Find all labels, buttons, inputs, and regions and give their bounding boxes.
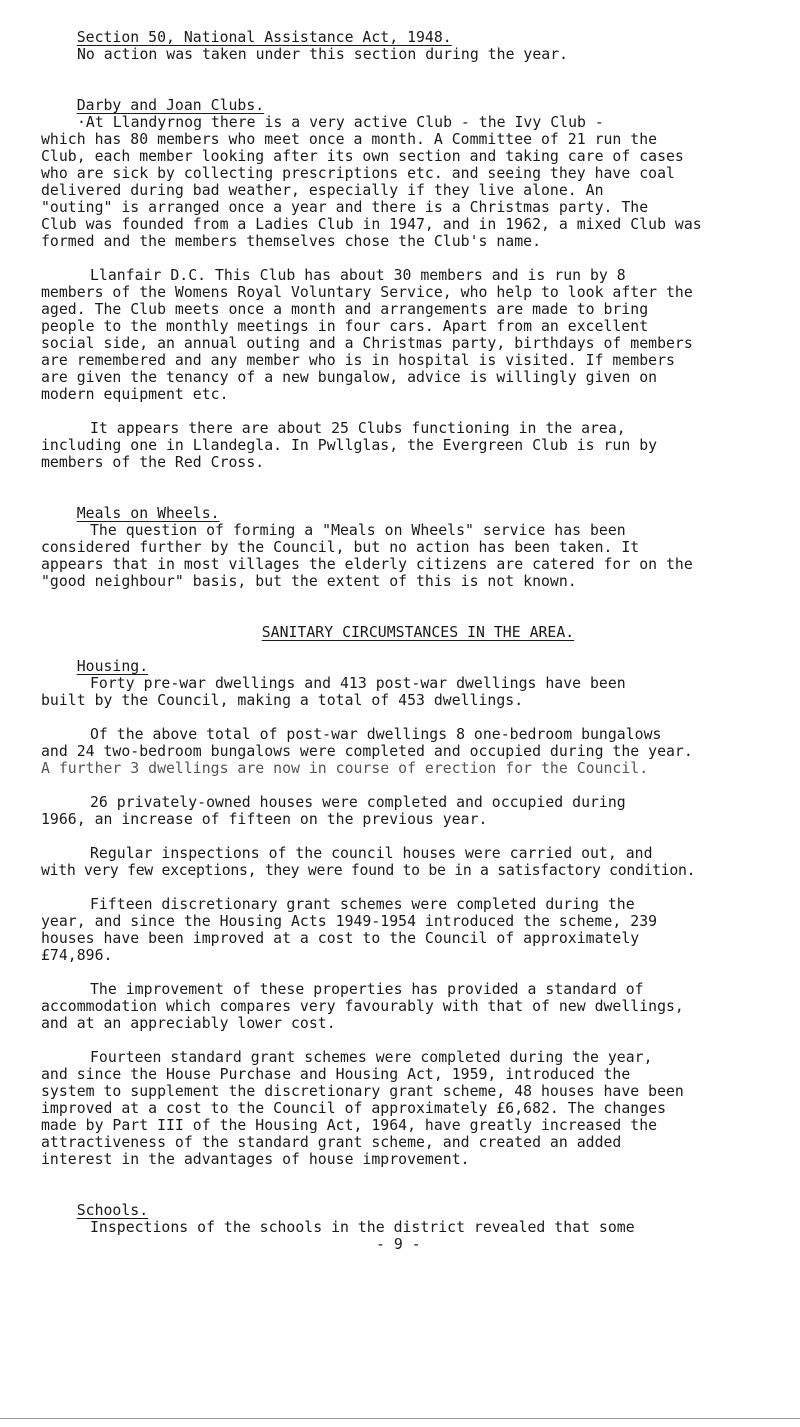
meals-p1-line-2: considered further by the Council, but no action has been taken. It	[41, 539, 640, 556]
housing-p6-line-3: and at an appreciably lower cost.	[41, 1015, 336, 1032]
meals-p1-line-1: The question of forming a "Meals on Wheels" service has been	[90, 522, 626, 539]
section-body: No action was taken under this section during the year.	[77, 46, 569, 63]
darby-joan-p2-line-5: social side, an annual outing and a Christmas party, birthdays of members	[41, 335, 693, 352]
housing-p7-line-2: and since the House Purchase and Housing Act, 1959, introduced the	[41, 1066, 631, 1083]
housing-p7-line-7: interest in the advantages of house improvement.	[41, 1151, 470, 1168]
darby-joan-p1-line-6: "outing" is arranged once a year and there is a Christmas party. The	[41, 199, 649, 216]
darby-joan-p2-line-8: modern equipment etc.	[41, 386, 229, 403]
darby-joan-p2-line-4: people to the monthly meetings in four cars. Apart from an excellent	[41, 318, 649, 335]
darby-joan-p1-line-4: who are sick by collecting prescriptions etc. and seeing they have coal	[41, 165, 675, 182]
section-heading-text: Section 50, National Assistance Act, 1948.	[76, 29, 452, 46]
housing-p1-line-2: built by the Council, making a total of 453 dwellings.	[41, 692, 524, 709]
housing-p7-line-4: improved at a cost to the Council of approximately £6,682. The changes	[41, 1100, 666, 1117]
darby-joan-p1-line-1: ·At Llandyrnog there is a very active Club - the Ivy Club -	[77, 114, 604, 131]
housing-p1-line-1: Forty pre-war dwellings and 413 post-war dwellings have been	[90, 675, 626, 692]
darby-joan-p1-line-5: delivered during bad weather, especially if they live alone. An	[41, 182, 604, 199]
housing-p4-line-1: Regular inspections of the council houses were carried out, and	[90, 845, 653, 862]
housing-p5-line-2: year, and since the Housing Acts 1949-1954 introduced the scheme, 239	[41, 913, 658, 930]
housing-p7-line-1: Fourteen standard grant schemes were completed during the year,	[90, 1049, 653, 1066]
darby-joan-p3-line-1: It appears there are about 25 Clubs functioning in the area,	[90, 420, 626, 437]
darby-joan-p2-line-3: aged. The Club meets once a month and arrangements are made to bring	[41, 301, 649, 318]
meals-p1-line-3: appears that in most villages the elderly citizens are catered for on the	[41, 556, 693, 573]
darby-joan-p2-line-1: Llanfair D.C. This Club has about 30 members and is run by 8	[90, 267, 626, 284]
schools-heading-text: Schools.	[76, 1202, 149, 1219]
sanitary-heading	[226, 607, 574, 658]
darby-joan-p2-line-7: are given the tenancy of a new bungalow, advice is willingly given on	[41, 369, 658, 386]
sanitary-heading-text: SANITARY CIRCUMSTANCES IN THE AREA.	[261, 624, 575, 641]
housing-p5-line-1: Fifteen discretionary grant schemes were completed during the	[90, 896, 635, 913]
darby-joan-p2-line-6: are remembered and any member who is in hospital is visited. If members	[41, 352, 675, 369]
darby-joan-p1-line-3: Club, each member looking after its own section and taking care of cases	[41, 148, 684, 165]
housing-p6-line-2: accommodation which compares very favourably with that of new dwellings,	[41, 998, 684, 1015]
housing-p2-line-2: and 24 two-bedroom bungalows were completed and occupied during the year.	[41, 743, 693, 760]
housing-p3-line-1: 26 privately-owned houses were completed and occupied during	[90, 794, 626, 811]
darby-joan-p3-line-2: including one in Llandegla. In Pwllglas, the Evergreen Club is run by	[41, 437, 658, 454]
darby-joan-p1-line-2: which has 80 members who meet once a month. A Committee of 21 run the	[41, 131, 658, 148]
housing-heading-text: Housing.	[76, 658, 149, 675]
page-number: - 9 -	[376, 1236, 421, 1253]
meals-p1-line-4: "good neighbour" basis, but the extent of this is not known.	[41, 573, 577, 590]
schools-p1-line-1: Inspections of the schools in the district revealed that some	[90, 1219, 635, 1236]
darby-joan-p3-line-3: members of the Red Cross.	[41, 454, 265, 471]
darby-joan-p2-line-2: members of the Womens Royal Voluntary Service, who help to look after the	[41, 284, 693, 301]
housing-p2-line-1: Of the above total of post-war dwellings 8 one-bedroom bungalows	[90, 726, 662, 743]
housing-p5-line-3: houses have been improved at a cost to the Council of approximately	[41, 930, 640, 947]
housing-p7-line-3: system to supplement the discretionary grant scheme, 48 houses have been	[41, 1083, 684, 1100]
housing-p4-line-2: with very few exceptions, they were found to be in a satisfactory condition.	[41, 862, 696, 879]
darby-joan-heading-text: Darby and Joan Clubs.	[76, 97, 265, 114]
scan-edge-rule	[0, 1418, 800, 1419]
housing-p3-line-2: 1966, an increase of fifteen on the previous year.	[41, 811, 488, 828]
meals-heading-text: Meals on Wheels.	[76, 505, 220, 522]
housing-p6-line-1: The improvement of these properties has provided a standard of	[90, 981, 644, 998]
housing-p5-line-4: £74,896.	[41, 947, 113, 964]
darby-joan-p1-line-7: Club was founded from a Ladies Club in 1947, and in 1962, a mixed Club was	[41, 216, 702, 233]
darby-joan-p1-line-8: formed and the members themselves chose the Club's name.	[41, 233, 541, 250]
housing-p2-line-3: A further 3 dwellings are now in course of erection for the Council.	[41, 760, 649, 777]
housing-p7-line-6: attractiveness of the standard grant scheme, and created an added	[41, 1134, 622, 1151]
housing-p7-line-5: made by Part III of the Housing Act, 1964, have greatly increased the	[41, 1117, 658, 1134]
